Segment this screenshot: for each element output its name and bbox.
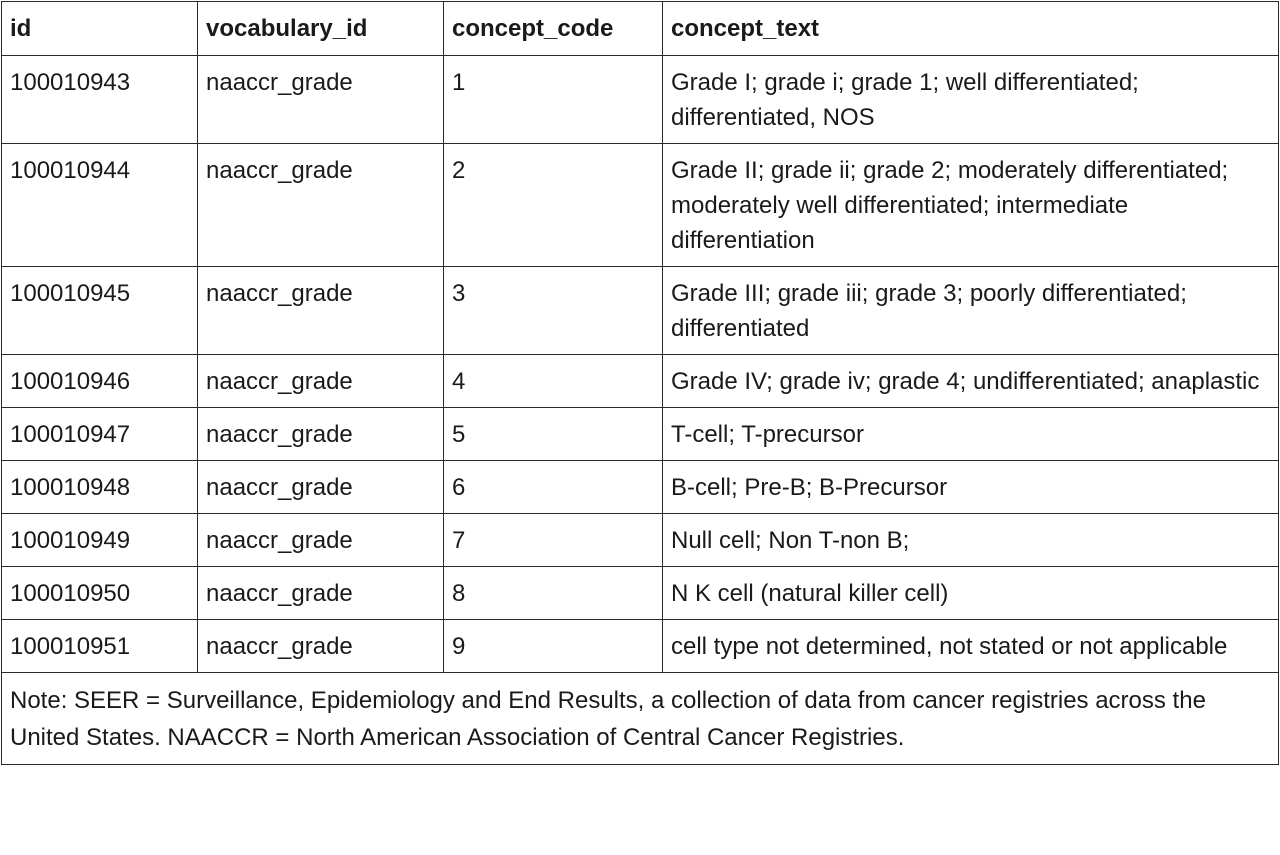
cell-vocabulary-id: naaccr_grade xyxy=(198,144,444,267)
column-header-concept-text: concept_text xyxy=(663,2,1279,56)
cell-id: 100010947 xyxy=(2,408,198,461)
cell-concept-text: Grade II; grade ii; grade 2; moderately differentiated; moderately well differentiated; intermediate differentiation xyxy=(663,144,1279,267)
cell-concept-text: cell type not determined, not stated or not applicable xyxy=(663,620,1279,673)
cell-concept-code: 3 xyxy=(444,267,663,355)
header-row xyxy=(2,2,1279,56)
cell-vocabulary-id: naaccr_grade xyxy=(198,514,444,567)
column-header-vocabulary-id: vocabulary_id xyxy=(198,2,444,56)
table-row xyxy=(2,567,1279,620)
concept-table xyxy=(1,1,1279,765)
cell-id: 100010950 xyxy=(2,567,198,620)
cell-vocabulary-id: naaccr_grade xyxy=(198,56,444,144)
cell-id: 100010951 xyxy=(2,620,198,673)
cell-concept-text: T-cell; T-precursor xyxy=(663,408,1279,461)
cell-vocabulary-id: naaccr_grade xyxy=(198,408,444,461)
cell-id: 100010943 xyxy=(2,56,198,144)
cell-concept-code: 8 xyxy=(444,567,663,620)
cell-concept-text: Grade I; grade i; grade 1; well differentiated; differentiated, NOS xyxy=(663,56,1279,144)
cell-concept-code: 5 xyxy=(444,408,663,461)
cell-concept-code: 1 xyxy=(444,56,663,144)
column-header-id: id xyxy=(2,2,198,56)
cell-id: 100010944 xyxy=(2,144,198,267)
cell-concept-code: 7 xyxy=(444,514,663,567)
cell-concept-text: Grade III; grade iii; grade 3; poorly differentiated; differentiated xyxy=(663,267,1279,355)
cell-vocabulary-id: naaccr_grade xyxy=(198,267,444,355)
cell-concept-text: Null cell; Non T-non B; xyxy=(663,514,1279,567)
cell-concept-text: N K cell (natural killer cell) xyxy=(663,567,1279,620)
cell-concept-code: 9 xyxy=(444,620,663,673)
table-row xyxy=(2,620,1279,673)
cell-vocabulary-id: naaccr_grade xyxy=(198,461,444,514)
cell-id: 100010945 xyxy=(2,267,198,355)
table-row xyxy=(2,144,1279,267)
cell-vocabulary-id: naaccr_grade xyxy=(198,355,444,408)
note-row xyxy=(2,673,1279,765)
table-row xyxy=(2,408,1279,461)
cell-concept-code: 6 xyxy=(444,461,663,514)
table-row xyxy=(2,355,1279,408)
table-note: Note: SEER = Surveillance, Epidemiology and End Results, a collection of data from cancer registries across the United States. NAACCR = North American Association of Central Cancer Registries. xyxy=(2,673,1279,765)
cell-vocabulary-id: naaccr_grade xyxy=(198,567,444,620)
cell-id: 100010949 xyxy=(2,514,198,567)
cell-concept-code: 2 xyxy=(444,144,663,267)
cell-id: 100010948 xyxy=(2,461,198,514)
cell-concept-text: Grade IV; grade iv; grade 4; undifferentiated; anaplastic xyxy=(663,355,1279,408)
cell-concept-text: B-cell; Pre-B; B-Precursor xyxy=(663,461,1279,514)
table-row xyxy=(2,267,1279,355)
table-row xyxy=(2,514,1279,567)
cell-concept-code: 4 xyxy=(444,355,663,408)
column-header-concept-code: concept_code xyxy=(444,2,663,56)
table-row xyxy=(2,56,1279,144)
table-row xyxy=(2,461,1279,514)
cell-id: 100010946 xyxy=(2,355,198,408)
cell-vocabulary-id: naaccr_grade xyxy=(198,620,444,673)
